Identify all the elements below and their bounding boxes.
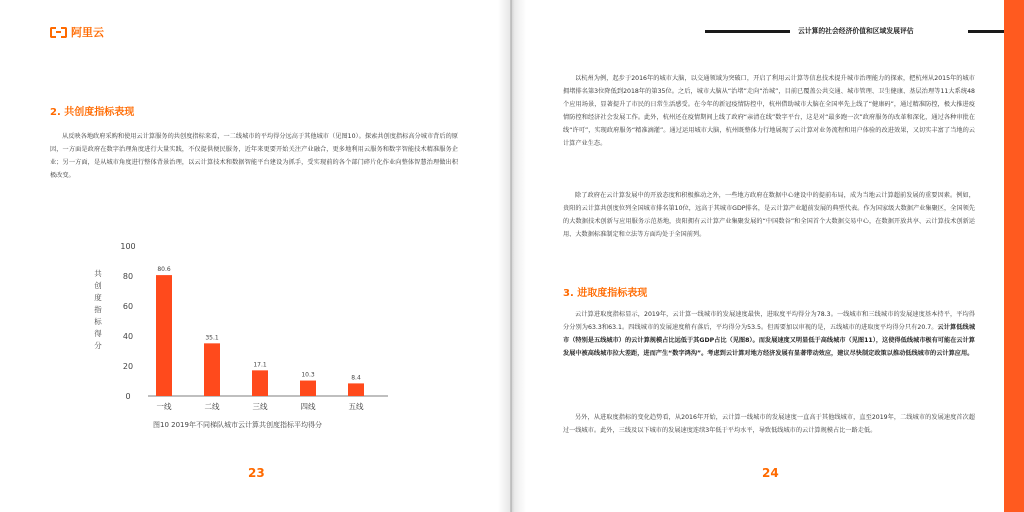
bars-group — [156, 266, 364, 411]
progress-paragraph — [563, 308, 975, 360]
header-rule-right — [968, 30, 1004, 33]
running-header-title: 云计算的社会经济价值和区域发展评估 — [798, 27, 914, 35]
progress-paragraph-emphasis: 云计算低线城市（特别是五线城市）的云计算规模占比远低于其GDP占比（见图8）。而发展速度又明显低于高线城市（见图11），这使得低线城市极有可能在云计算发展中被高线城市拉大差距，进而产生“数字鸿沟”。考虑到云计算对地方经济发展有显著带动效应，建议尽快制定政策以推动低线城市的云计算应用。 — [563, 324, 976, 357]
section-title-progress: 3. 进取度指标表现 — [563, 288, 648, 299]
header-rule-left — [705, 30, 790, 33]
x-tick-label: 二线 — [204, 402, 220, 411]
x-tick-label: 五线 — [348, 402, 364, 411]
y-tick-label: 100 — [120, 242, 136, 251]
bar-3 — [252, 370, 268, 396]
x-tick-label: 四线 — [300, 402, 316, 411]
bar-value-label: 10.3 — [301, 371, 315, 379]
bar-2 — [204, 343, 220, 396]
y-tick-label: 20 — [122, 362, 134, 371]
co-creation-bar-chart — [88, 236, 398, 416]
logo-text: 阿里云 — [71, 26, 104, 39]
bar-4 — [300, 381, 316, 396]
bar-value-label: 80.6 — [157, 266, 171, 274]
bar-5 — [348, 383, 364, 396]
trend-paragraph: 另外，从进取度指标的变化趋势看，从2016年开始，云计算一线城市的发展速度一直高于其他线城市，直至2019年，二线城市的发展速度首次超过一线城市。此外，三线及以下城市的发展速度连续3年低于平均水平，导致低线城市的云计算规模占比一路走低。 — [563, 414, 975, 434]
y-tick-label: 80 — [122, 272, 134, 281]
section-title-co-creation: 2. 共创度指标表现 — [50, 107, 135, 118]
aliyun-logo — [50, 24, 104, 40]
x-tick-label: 三线 — [252, 402, 268, 411]
y-tick-label: 0 — [125, 392, 131, 401]
guiyang-paragraph: 除了政府在云计算发展中的开放态度和积极推动之外，一些地方政府在数据中心建设中的提前布局，成为当地云计算超前发展的重要因素。例如，贵阳的云计算共创度位列全国城市排名第10位，远高于其城市GDP排名，是云计算产业超前发展的典型代表。作为国家级大数据产业集聚区，全国领先的大数据技术创新与应用服务示范基地，贵阳拥有云计算产业集聚发展的“中国数谷”和全国首个大数据交易中心，在数据开放共享、云计算技术创新运用、大数据标准制定和立法等方面均处于全国前列。 — [563, 192, 975, 238]
progress-paragraph-text: 云计算进取度指标显示，2019年，云计算一线城市的发展速度最快，进取度平均得分为78.3。一线城市和三线城市的发展速度基本持平，平均得分分别为63.3和63.1。四线城市的发展速度稍有落后，平均得分为53.5。但需要加以审视的是，五线城市的进取度平均得分只有20.7。 — [563, 311, 975, 331]
co-creation-paragraph: 从反映各地政府采购和使用云计算服务的共创度指标来看，一二线城市的平均得分远高于其他城市（见图10）。探索共创度指标高分城市背后的原因，一方面是政府在数字治理角度进行大量实践，不仅提供便民服务，近年来更要开始关注产业融合，更多地利用云服务和数字智能技术精准服务企业；另一方面，是从城市角度进行整体背景治理，以云计算技术和数据智能平台建设为抓手，受实现前的各个部门碎片化作业向整体智慧治理做出积极改变。 — [50, 133, 458, 179]
page-number-left: 23 — [248, 466, 265, 480]
orange-edge-bar — [1004, 0, 1024, 512]
y-tick-label: 60 — [122, 302, 134, 311]
bar-1 — [156, 275, 172, 396]
x-tick-label: 一线 — [156, 402, 172, 411]
y-axis-ticks — [120, 242, 135, 401]
page-number-right: 24 — [762, 466, 779, 480]
aliyun-logo-icon — [50, 27, 67, 38]
hangzhou-paragraph: 以杭州为例，起步于2016年的城市大脑，以交通领域为突破口，开启了利用云计算等信息技术提升城市治理能力的探索，把杭州从2015年的城市拥堵排名第3位降低到2018年的第35位。之后，城市大脑从“治堵”走向“治城”，目前已覆盖公共交通、城市管理、卫生健康、基层治理等11大系统48个应用场景，显著提升了市民的日常生活感受。在今年的新冠疫情防控中，杭州借助城市大脑在全国率先上线了“健康码”，通过精准防控，极大推进疫情防控和经济社会发展工作。此外，杭州还在疫情期间上线了政府“亲清在线”数字平台，这是对“最多跑一次”政府服务的改革和深化，通过各种审批在线“许可”，实现政府服务“精准滴灌”。通过运用城市大脑，杭州既整体力行地展现了云计算对业务流程和用户体验的改进效果，又切实丰富了当地的云计算产业生态。 — [563, 75, 975, 147]
bar-value-label: 35.1 — [205, 334, 219, 342]
bar-value-label: 8.4 — [351, 374, 361, 382]
bar-value-label: 17.1 — [253, 361, 267, 369]
y-axis-label — [94, 268, 102, 350]
left-page — [0, 0, 510, 512]
y-axis-title: 共创度指标得分 — [94, 269, 102, 350]
y-tick-label: 40 — [122, 332, 134, 341]
chart-caption: 图10 2019年不同梯队城市云计算共创度指标平均得分 — [153, 421, 322, 429]
